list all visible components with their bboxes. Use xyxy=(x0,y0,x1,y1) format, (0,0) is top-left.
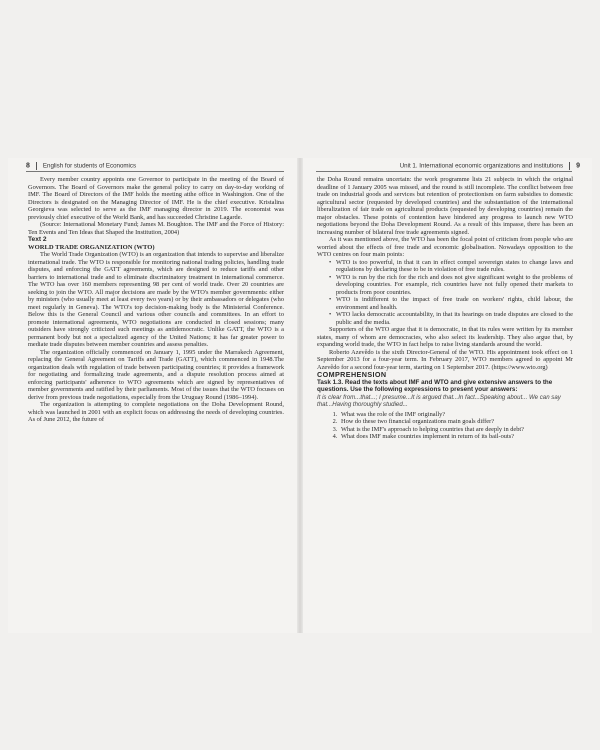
useful-phrases: It is clear from...that...; I presume...It is argued that...In fact...Speaking about... We can say that...Having thoroughly studied... xyxy=(317,393,561,409)
right-header-title: Unit 1. International economic organizations and institutions xyxy=(399,162,564,170)
list-item: • WTO is indifferent to the impact of free trade on workers' rights, child labour, the environment and health. xyxy=(329,296,573,311)
left-page-number: 8 xyxy=(26,162,30,170)
source-citation: (Source: International Monetary Fund; James M. Boughton. The IMF and the Force of History: Ten Events and Ten Ideas that Shaped the Institution, 2004) xyxy=(28,221,284,236)
article-title: WORLD TRADE ORGANIZATION (WTO) xyxy=(28,243,155,251)
right-text-column xyxy=(317,176,573,441)
left-text-column xyxy=(28,176,284,424)
header-divider xyxy=(569,162,570,170)
paragraph: The World Trade Organization (WTO) is an organization that intends to supervise and liberalize international trade. The WTO is responsible for monitoring national trading policies, handling trade disputes, and enforcing the GATT agreements, which are designed to reduce tariffs and other barriers to international trade and to eliminate discriminatory treatment in international commerce. The WTO has over 160 members representing 98 per cent of world trade. Over 20 countries are seeking to join the WTO. All major decisions are made by the WTO's member governments: either by ministers (who usually meet at least every two years) or by their ambassadors or delegates (who meet regularly in Geneva). The WTO's top decision-making body is the Ministerial Conference. Below this is the General Council and various other councils and committees. In an effort to promote international agreements, WTO negotiations are conducted in closed sessions; many outsiders have strongly criticized such meetings as antidemocratic. Unlike GATT, the WTO is a permanent body but not a specialized agency of the United Nations; it has far greater power to mediate trade disputes between member countries and assess penalties. xyxy=(28,251,284,348)
section-heading: COMPREHENSION xyxy=(317,370,387,379)
paragraph: The organization officially commenced on January 1, 1995 under the Marrakech Agreement, replacing the General Agreement on Tariffs and Trade (GATT), which commenced in 1948.The organization deals with regulation of trade between participating countries; it provides a framework for negotiating and formalizing trade agreements, and a dispute resolution process aimed at enforcing participants' adherence to WTO agreements which are signed by representatives of member governments and ratified by their parliaments. Most of the issues that the WTO focuses on derive from previous trade negotiations, especially from the Uruguay Round (1986–1994). xyxy=(28,348,284,401)
right-header-rule xyxy=(316,171,572,172)
header-divider xyxy=(36,162,37,170)
question: 2. How do these two financial organizations main goals differ? xyxy=(339,418,573,426)
right-running-header xyxy=(400,162,580,170)
paragraph: As it was mentioned above, the WTO has been the focal point of criticism from people who are worried about the effects of free trade and economic globalisation. Nowadays opposition to the WTO centres on four main points: xyxy=(317,236,573,258)
question-list xyxy=(317,411,573,441)
list-item: • WTO lacks democratic accountability, in that its hearings on trade disputes are closed to the public and the media. xyxy=(329,311,573,326)
paragraph: Supporters of the WTO argue that it is democratic, in that its rules were written by its member states, many of whom are democracies, who also select its leadership. They also argue that, by expanding world trade, the WTO in fact helps to raise living standards around the world. xyxy=(317,326,573,348)
list-item: • WTO is too powerful, in that it can in effect compel sovereign states to change laws and regulations by declaring these to be in violation of free trade rules. xyxy=(329,259,573,274)
left-running-header xyxy=(26,162,136,170)
list-item: • WTO is run by the rich for the rich and does not give significant weight to the problems of developing countries. For example, rich countries have not fully opened their markets to products from poor countries. xyxy=(329,274,573,297)
paragraph: Every member country appoints one Governor to participate in the meeting of the Board of Governors. The Board of Governors make the general policy to carry on day-to-day working of IMF. The Board of Directors of the IMF holds the meeting atthe office in Washington. One of the Directors is designated on the Managing Director of IMF. He is the chief executive. Kristalina Georgieva was selected to serve as the IMF managing director in 2019. The economist was previously chief executive of the World Bank, and has succeeded Christine Lagarde. xyxy=(28,176,284,221)
question: 4. What does IMF make countries implement in return of its bail-outs? xyxy=(339,433,573,441)
book-gutter xyxy=(297,158,303,633)
criticism-list xyxy=(317,259,573,327)
paragraph: The organization is attempting to complete negotiations on the Doha Development Round, which was launched in 2001 with an explicit focus on addressing the needs of developing countries. As of June 2012, the future of xyxy=(28,401,284,423)
question: 1. What was the role of the IMF originally? xyxy=(339,411,573,419)
left-header-rule xyxy=(26,171,284,172)
question: 3. What is the IMF's approach to helping countries that are deeply in debt? xyxy=(339,426,573,434)
text-label: Text 2 xyxy=(28,236,47,243)
paragraph: the Doha Round remains uncertain: the work programme lists 21 subjects in which the original deadline of 1 January 2005 was missed, and the round is still incomplete. The conflict between free trade on industrial goods and services but retention of protectionism on farm subsidies to domestic agricultural sector (requested by developed countries) and the substantiation of the international liberalization of fair trade on agricultural products (requested by developing countries) remain the major obstacles. These points of contention have hindered any progress to launch new WTO negotiations beyond the Doha Development Round. As a result of this impasse, there has been an increasing number of bilateral free trade agreements signed. xyxy=(317,176,573,236)
paragraph: Roberto Azevêdo is the sixth Director-General of the WTO. His appointment took effect on 1 September 2013 for a four-year term. In February 2017, WTO members agreed to appoint Mr Azevêdo for a second four-year term, starting on 1 September 2017. (https://www.wto.org) xyxy=(317,348,573,371)
right-page-number: 9 xyxy=(576,162,580,170)
task-instruction: Task 1.3. Read the texts about IMF and WTO and give extensive answers to the questions. Use the following expressions to present your answers: xyxy=(317,378,553,394)
left-header-title: English for students of Economics xyxy=(42,162,137,170)
